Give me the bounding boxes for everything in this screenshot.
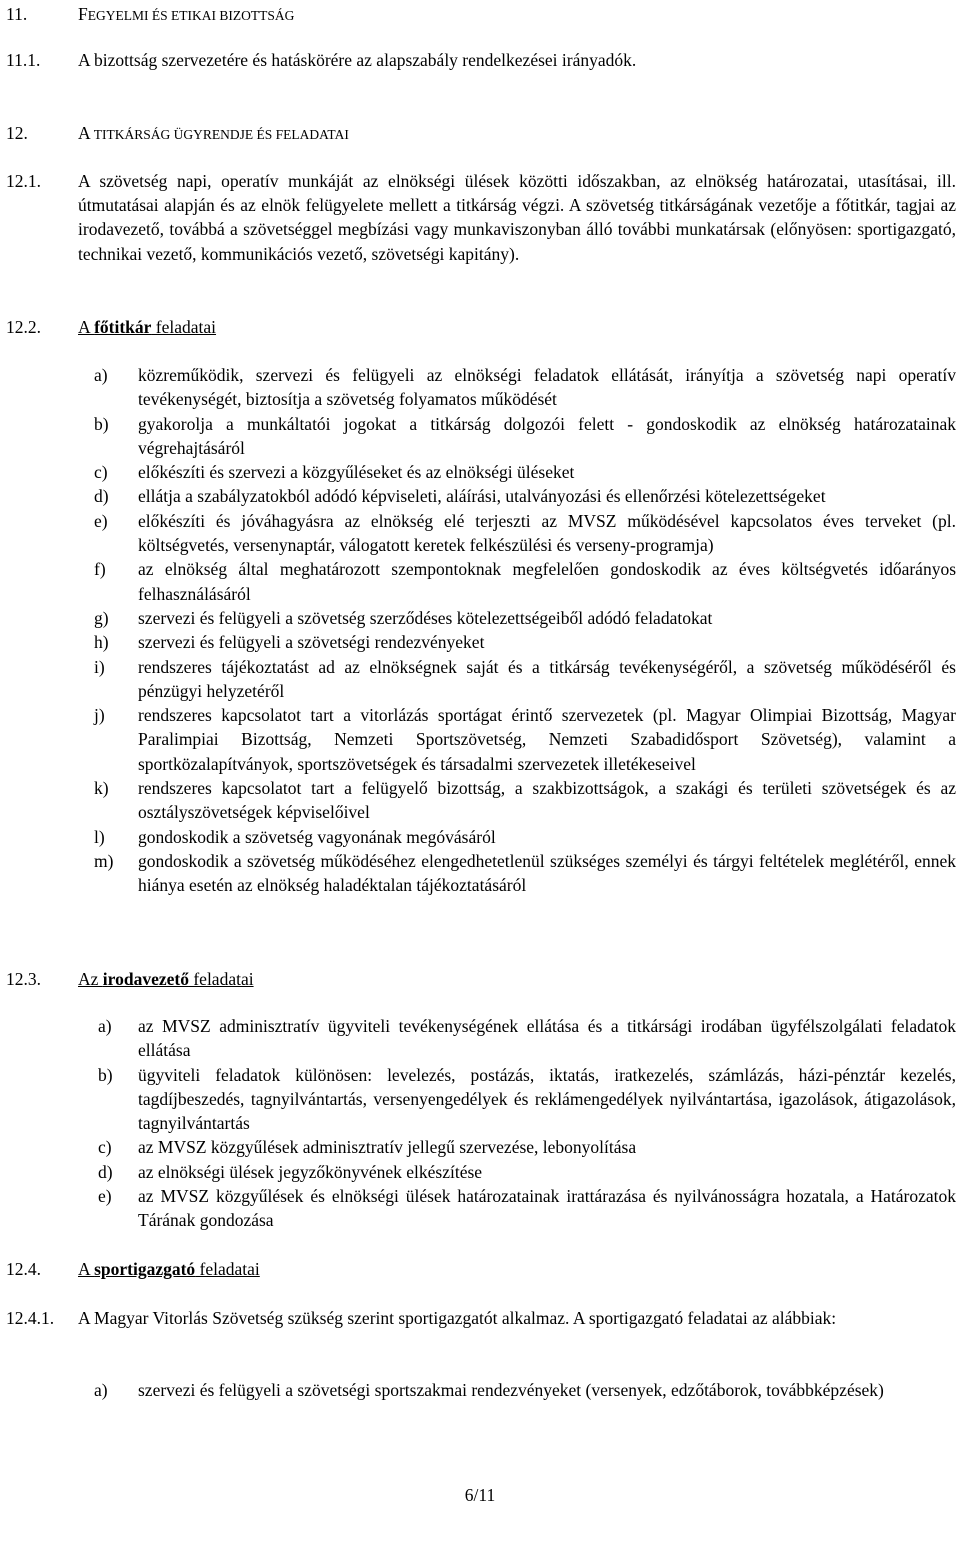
list-item [94,655,956,704]
list-item [94,849,956,898]
list-item-text: közreműködik, szervezi és felügyeli az elnökségi feladatok ellátását, irányítja a szövetség napi operatív tevékenységét, biztosítja a szövetség folyamatos működését [138,365,956,410]
section-12-4-title-prefix: A [78,1259,95,1279]
list-item-label: m) [94,850,114,871]
section-11-title-rest: EGYELMI ÉS ETIKAI BIZOTTSÁG [87,8,295,23]
list-item-text: előkészíti és szervezi a közgyűléseket és az elnökségi üléseket [138,462,575,483]
section-12-title-initial: A [78,123,91,143]
list-item-label: c) [94,462,108,483]
section-12-4-number: 12.4. [6,1259,41,1279]
list-item [94,363,956,412]
section-12-2-number: 12.2. [6,317,41,337]
section-11-title-initial: F [78,4,88,24]
list-item [98,1014,956,1063]
list-item [98,1063,956,1136]
list-item-text: az elnökség által meghatározott szempontoknak megfelelően gondoskodik az éves költségvetés időarányos felhasználásáról [138,559,956,604]
section-11-number: 11. [6,4,28,24]
list-item-label: c) [98,1137,112,1158]
section-12-4-1-list [94,1378,956,1402]
section-11-1-text: A bizottság szervezetére és hatáskörére az alapszabály rendelkezései irányadók. [78,50,637,70]
list-item [94,776,956,825]
section-12-2-title-prefix: A [78,317,95,337]
list-item-label: i) [94,656,105,677]
list-item-text: az MVSZ közgyűlések és elnökségi ülések határozatainak irattárazása és nyilvánosságra hozatala, a Határozatok Tárának gondozása [138,1186,956,1231]
list-item [98,1135,956,1159]
list-item [94,412,956,461]
list-item [94,825,956,849]
list-item-text: rendszeres kapcsolatot tart a felügyelő bizottság, a szakbizottságok, a szakági és területi szövetségek és az osztályszövetségek képviselőivel [138,778,956,823]
list-item-text: az MVSZ adminisztratív ügyviteli tevékenységének ellátása és a titkársági irodában ügyfélszolgálati feladatok ellátása [138,1016,956,1061]
list-item [94,460,956,484]
list-item-label: l) [94,826,105,847]
section-12-3-title-prefix: Az [78,969,103,989]
list-item-label: k) [94,778,109,799]
list-item [94,1378,956,1402]
list-item-text: az elnökségi ülések jegyzőkönyvének elkészítése [138,1161,483,1182]
list-item-text: gondoskodik a szövetség vagyonának megóvásáról [138,826,496,847]
list-item-label: j) [94,705,105,726]
list-item-label: e) [94,510,108,531]
section-12-4-title-bold: sportigazgató [94,1259,196,1279]
list-item [94,630,956,654]
list-item [98,1184,956,1233]
list-item-label: f) [94,559,106,580]
list-item-label: a) [94,365,108,385]
section-12-3-title [78,967,956,991]
list-item [94,557,956,606]
section-12-2-title-underlined [78,317,216,337]
section-12-number: 12. [6,123,28,143]
section-12-2-title-bold: főtitkár [94,317,152,337]
section-12-2-list [94,363,956,898]
section-12-4-title [78,1257,956,1281]
list-item-text: szervezi és felügyeli a szövetségi rendezvényeket [138,632,485,653]
list-item-text: rendszeres kapcsolatot tart a vitorlázás sportágat érintő szervezetek (pl. Magyar Olimpiai Bizottság, Magyar Paralimpiai Bizottság, Nemzeti Sportszövetség, Nemzeti Szabadidősport Szövetség), valamint a sportközalapítványok, sportszövetségek és társadalmi szervezetek illetékeseivel [138,705,956,774]
list-item-text: gondoskodik a szövetség működéséhez elengedhetetlenül szükséges személyi és tárgyi feltételek meglétéről, ennek hiánya esetén az elnökség haladéktalan tájékoztatásáról [138,850,956,896]
section-12-3-number: 12.3. [6,969,41,989]
list-item [98,1160,956,1184]
section-12-4-title-suffix: feladatai [195,1259,260,1279]
section-12-2-title [78,315,956,339]
list-item-text: szervezi és felügyeli a szövetség szerződéses kötelezettségeiből adódó feladatokat [138,607,713,628]
list-item [94,703,956,776]
section-12-title-rest: TITKÁRSÁG ÜGYRENDJE ÉS FELADATAI [90,127,349,142]
list-item-label: a) [94,1380,108,1400]
list-item-label: h) [94,632,109,653]
list-item [94,509,956,558]
list-item-text: ügyviteli feladatok különösen: levelezés, postázás, iktatás, iratkezelés, számlázás, házi-pénztár kezelés, tagdíjbeszedés, tagnyilvántartás, versenyengedélyek és reklámengedélyek nyilvántartása, igazolások, átigazolások, tagnyilvántartás [138,1064,956,1134]
section-12-2-title-suffix: feladatai [151,317,217,337]
list-item-text: az MVSZ közgyűlések adminisztratív jellegű szervezése, lebonyolítása [138,1137,637,1158]
list-item-label: b) [94,413,109,434]
list-item-label: b) [98,1064,113,1085]
list-item-label: a) [98,1016,112,1036]
list-item-label: g) [94,607,109,628]
section-12-1-number: 12.1. [6,171,41,191]
list-item-label: d) [98,1161,113,1182]
section-12-4-1-text: A Magyar Vitorlás Szövetség szükség szerint sportigazgatót alkalmaz. A sportigazgató feladatai az alábbiak: [78,1308,837,1328]
list-item-label: d) [94,486,109,507]
section-12-4-title-underlined [78,1259,260,1279]
list-item-text: rendszeres tájékoztatást ad az elnökségnek saját és a titkárság tevékenységéről, a szövetség működéséről és pénzügyi helyzetéről [138,656,956,701]
section-12-3-title-suffix: feladatai [188,969,254,989]
section-11-1-number: 11.1. [6,50,41,70]
list-item [94,484,956,508]
list-item-text: szervezi és felügyeli a szövetségi sportszakmai rendezvényeket (versenyek, edzőtáborok, továbbképzések) [138,1380,884,1400]
section-12-4-1-number: 12.4.1. [6,1308,55,1328]
section-12-3-list [98,1014,956,1233]
list-item-text: gyakorolja a munkáltatói jogokat a titkárság dolgozói felett - gondoskodik az elnökség határozatainak végrehajtásáról [138,413,956,458]
section-12-title [78,121,956,147]
section-12-3-title-underlined [78,969,254,989]
list-item-text: ellátja a szabályzatokból adódó képviseleti, aláírási, utalványozási és ellenőrzési kötelezettségeket [138,486,826,507]
list-item [94,606,956,630]
list-item-label: e) [98,1186,112,1207]
page-number: 6/11 [464,1485,496,1505]
section-12-3-title-bold: irodavezető [102,969,189,989]
section-12-1-text: A szövetség napi, operatív munkáját az elnökségi ülések közötti időszakban, az elnökség határozatai, utasításai, ill. útmutatásai alapján és az elnök felügyelete mellett a titkárság végzi. A szövetség titkárságának vezetője a főtitkár, tagjai az irodavezető, továbbá a szövetséggel megbízási vagy munkaviszonyban álló további munkatársak (előnyösen: sportigazgató, technikai vezető, kommunikációs vezető, szövetségi kapitány). [78,171,956,264]
section-11-title [78,2,956,28]
list-item-text: előkészíti és jóváhagyásra az elnökség elé terjeszti az MVSZ működésével kapcsolatos éves terveket (pl. költségvetés, versenynaptár, válogatott keretek felkészülési és verseny-programja) [138,510,956,556]
